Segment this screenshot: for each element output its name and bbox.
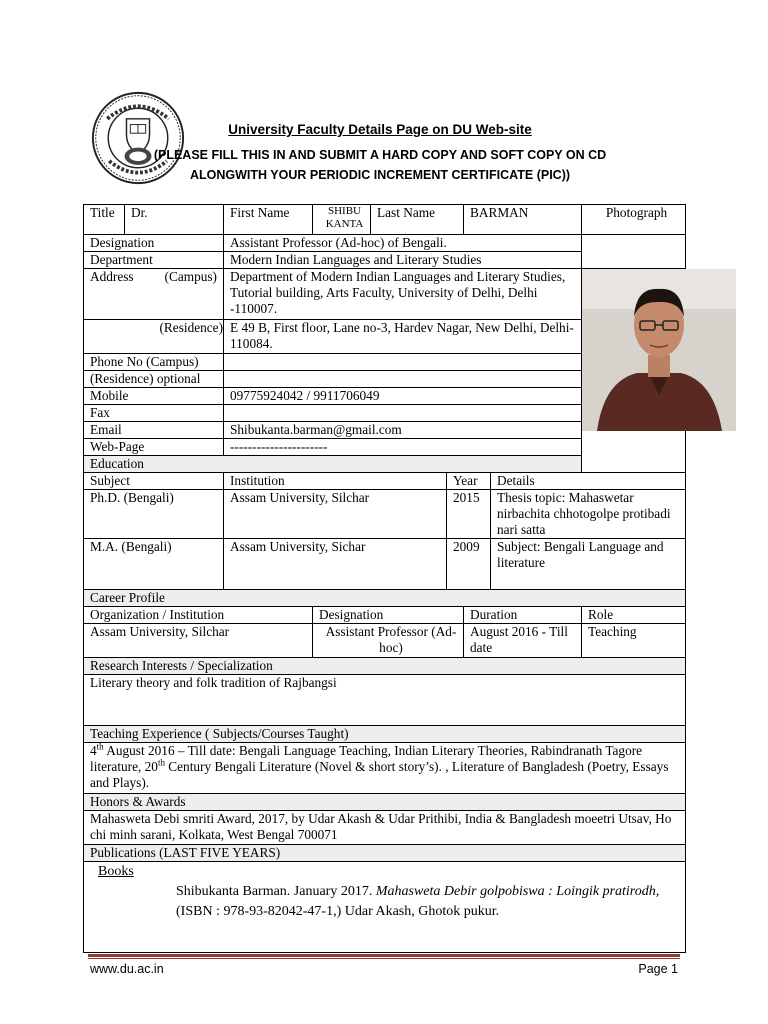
career-header-duration: Duration [464, 607, 582, 624]
career-heading: Career Profile [84, 590, 686, 607]
first-name-label: First Name [224, 205, 313, 235]
photograph-label: Photograph [582, 205, 686, 235]
phone-residence-value[interactable] [224, 371, 582, 388]
last-name-label: Last Name [371, 205, 464, 235]
education-header-subject: Subject [84, 473, 224, 490]
fax-label: Fax [84, 405, 224, 422]
teaching-heading: Teaching Experience ( Subjects/Courses Taught) [84, 726, 686, 743]
department-value[interactable]: Modern Indian Languages and Literary Studies [224, 252, 582, 269]
instruction-line-1: (PLEASE FILL THIS IN AND SUBMIT A HARD COPY AND SOFT COPY ON CD [153, 148, 607, 162]
table-row [84, 490, 686, 539]
education-header-year: Year [447, 473, 491, 490]
table-row [84, 624, 686, 658]
research-value[interactable]: Literary theory and folk tradition of Rajbangsi [84, 675, 686, 726]
education-year: 2015 [447, 490, 491, 539]
address-residence-label: (Residence) [84, 320, 224, 354]
education-subject: M.A. (Bengali) [84, 539, 224, 590]
fax-value[interactable] [224, 405, 582, 422]
page-number: Page 1 [638, 962, 678, 976]
phone-campus-label: Phone No (Campus) [84, 354, 224, 371]
email-label: Email [84, 422, 224, 439]
designation-value[interactable]: Assistant Professor (Ad-hoc) of Bengali. [224, 235, 582, 252]
career-header-organization: Organization / Institution [84, 607, 313, 624]
webpage-value[interactable]: ---------------------- [224, 439, 582, 456]
education-details: Subject: Bengali Language and literature [491, 539, 686, 590]
education-header-institution: Institution [224, 473, 447, 490]
photograph [582, 269, 686, 473]
publications-heading: Publications (LAST FIVE YEARS) [84, 845, 686, 862]
education-subject: Ph.D. (Bengali) [84, 490, 224, 539]
books-label: Books [98, 864, 134, 879]
career-header-role: Role [582, 607, 686, 624]
email-value[interactable]: Shibukanta.barman@gmail.com [224, 422, 582, 439]
faculty-details-table [83, 204, 686, 953]
table-row [84, 539, 686, 590]
honors-heading: Honors & Awards [84, 794, 686, 811]
last-name-value[interactable]: BARMAN [464, 205, 582, 235]
address-residence-value[interactable]: E 49 B, First floor, Lane no-3, Hardev Nagar, New Delhi, Delhi-110084. [224, 320, 582, 354]
designation-label: Designation [84, 235, 224, 252]
teaching-value[interactable]: 4th August 2016 – Till date: Bengali Language Teaching, Indian Literary Theories, Rabindranath Tagore literature, 20th Century Bengali Literature (Novel & short story’s). , Literature of Bangladesh (Poetry, Essays and Plays). [84, 743, 686, 794]
mobile-label: Mobile [84, 388, 224, 405]
career-organization: Assam University, Silchar [84, 624, 313, 658]
mobile-value[interactable]: 09775924042 / 9911706049 [224, 388, 582, 405]
education-institution: Assam University, Sichar [224, 539, 447, 590]
footer-site-link[interactable]: www.du.ac.in [90, 962, 164, 976]
publication-entry: Shibukanta Barman. January 2017. Mahasweta Debir golpobiswa : Loingik pratirodh, (ISBN : 978-93-82042-47-1,) Udar Akash, Ghotok pukur. [176, 884, 660, 919]
education-year: 2009 [447, 539, 491, 590]
instruction-line-2: ALONGWITH YOUR PERIODIC INCREMENT CERTIFICATE (PIC)) [189, 168, 571, 182]
research-heading: Research Interests / Specialization [84, 658, 686, 675]
person-photo [582, 269, 736, 431]
phone-campus-value[interactable] [224, 354, 582, 371]
publications-value[interactable] [84, 862, 686, 953]
address-campus-label: Address (Campus) [84, 269, 224, 320]
page-title: University Faculty Details Page on DU Web-site [228, 122, 532, 137]
career-designation: Assistant Professor (Ad-hoc) [313, 624, 464, 658]
career-role: Teaching [582, 624, 686, 658]
education-header-details: Details [491, 473, 686, 490]
photo-spacer [582, 235, 686, 269]
education-details: Thesis topic: Mahaswetar nirbachita chhotogolpe protibadi nari satta [491, 490, 686, 539]
title-label: Title [84, 205, 125, 235]
education-heading: Education [84, 456, 582, 473]
footer-rule-thin [88, 958, 680, 959]
career-header-designation: Designation [313, 607, 464, 624]
first-name-value[interactable]: SHIBU KANTA [313, 205, 371, 235]
title-value[interactable]: Dr. [125, 205, 224, 235]
footer-rule [88, 954, 680, 957]
honors-value[interactable]: Mahasweta Debi smriti Award, 2017, by Udar Akash & Udar Prithibi, India & Bangladesh moeetri Utsav, Ho chi minh sarani, Kolkata, West Bengal 700071 [84, 811, 686, 845]
education-institution: Assam University, Silchar [224, 490, 447, 539]
department-label: Department [84, 252, 224, 269]
webpage-label: Web-Page [84, 439, 224, 456]
address-campus-value[interactable]: Department of Modern Indian Languages and Literary Studies, Tutorial building, Arts Faculty, University of Delhi, Delhi -110007. [224, 269, 582, 320]
career-duration: August 2016 - Till date [464, 624, 582, 658]
phone-residence-label: (Residence) optional [84, 371, 224, 388]
